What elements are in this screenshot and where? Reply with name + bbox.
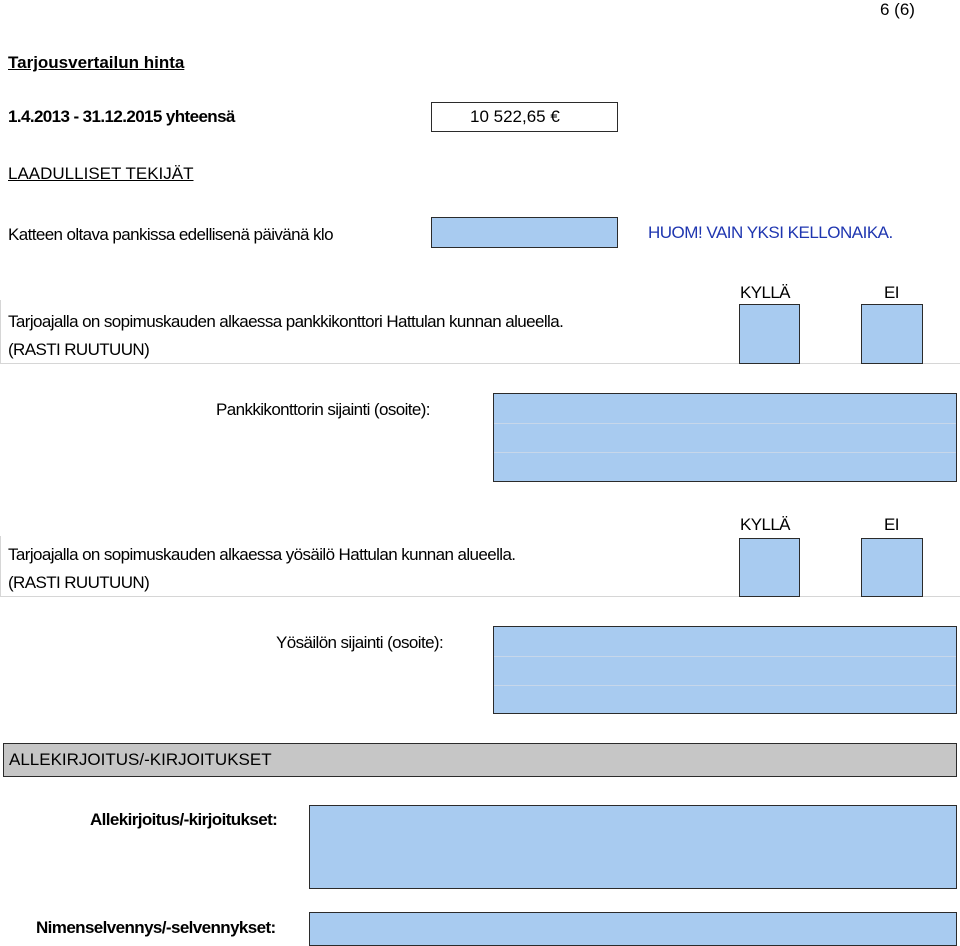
page-number: 6 (6) [880, 0, 915, 19]
deadline-time-input[interactable] [431, 217, 618, 248]
name-clarification-input[interactable] [309, 912, 957, 946]
deadline-note: HUOM! VAIN YKSI KELLONAIKA. [648, 223, 893, 242]
quality-section-title: LAADULLISET TEKIJÄT [8, 164, 194, 183]
bank-yes-header: KYLLÄ [740, 283, 790, 302]
bank-no-checkbox[interactable] [861, 304, 923, 364]
bank-address-input[interactable] [493, 393, 957, 482]
nightsafe-no-checkbox[interactable] [861, 538, 923, 597]
price-section-title: Tarjousvertailun hinta [8, 53, 185, 72]
signature-section-title: ALLEKIRJOITUS/-KIRJOITUKSET [9, 750, 272, 769]
nightsafe-yes-header: KYLLÄ [740, 515, 790, 534]
bank-yes-checkbox[interactable] [739, 304, 800, 364]
signature-section-header [3, 743, 957, 777]
nightsafe-no-header: EI [884, 515, 899, 534]
name-clarification-label: Nimenselvennys/-selvennykset: [36, 918, 276, 937]
bank-instruction: (RASTI RUUTUUN) [8, 340, 150, 359]
nightsafe-address-label: Yösäilön sijainti (osoite): [276, 633, 444, 652]
nightsafe-question: Tarjoajalla on sopimuskauden alkaessa yösäilö Hattulan kunnan alueella. [8, 545, 516, 564]
signature-input[interactable] [309, 805, 957, 889]
nightsafe-instruction: (RASTI RUUTUUN) [8, 573, 150, 592]
period-label: 1.4.2013 - 31.12.2015 yhteensä [8, 107, 235, 126]
total-price-field [431, 102, 618, 132]
nightsafe-address-input[interactable] [493, 626, 957, 714]
deadline-label: Katteen oltava pankissa edellisenä päivänä klo [8, 225, 333, 244]
signature-label: Allekirjoitus/-kirjoitukset: [90, 810, 278, 829]
bank-no-header: EI [884, 283, 899, 302]
total-price-value: 10 522,65 [470, 107, 551, 126]
bank-question: Tarjoajalla on sopimuskauden alkaessa pankkikonttori Hattulan kunnan alueella. [8, 312, 564, 331]
nightsafe-yes-checkbox[interactable] [739, 538, 800, 597]
currency-symbol: € [550, 107, 560, 126]
bank-address-label: Pankkikonttorin sijainti (osoite): [216, 400, 430, 419]
